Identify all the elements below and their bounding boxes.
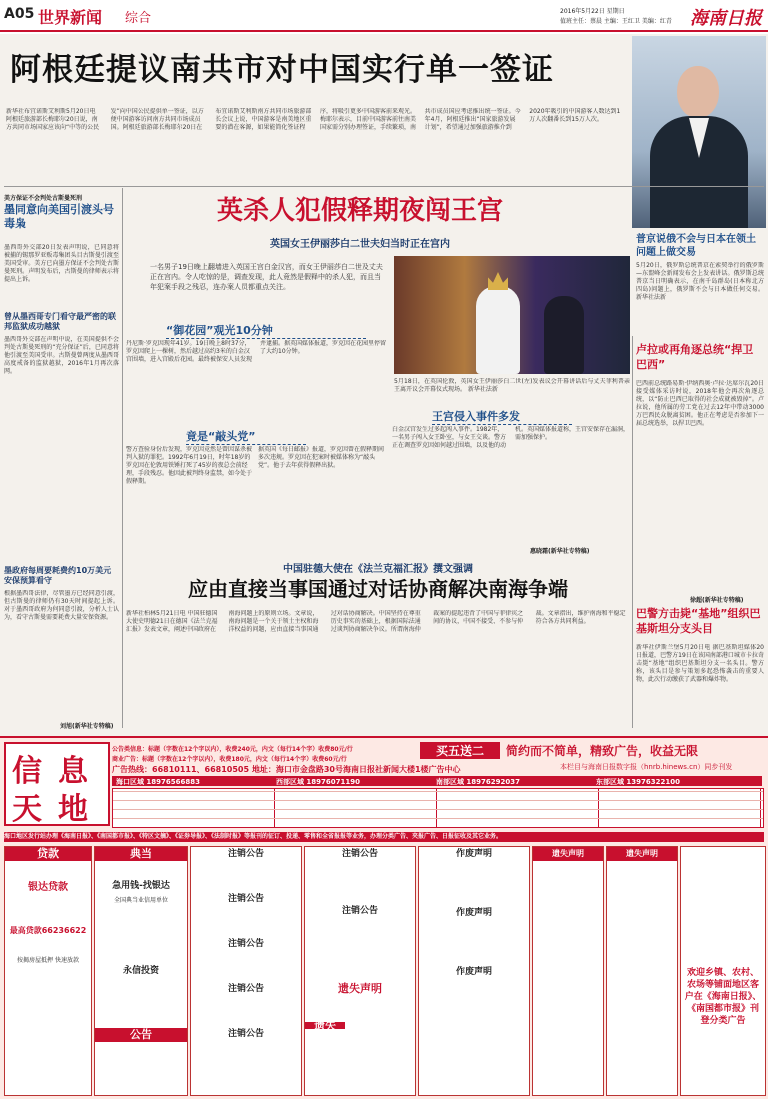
ad-item: 作废声明 bbox=[455, 967, 492, 977]
ad-column-title: 贷款 bbox=[5, 847, 91, 861]
lower-kicker: 中国驻德大使在《法兰克福汇报》撰文强调 bbox=[283, 564, 473, 575]
left-kicker: 美方保证不会判处古斯曼死刑 bbox=[4, 195, 83, 202]
subsection-title: 综合 bbox=[125, 11, 152, 26]
ads-hotline: 广告热线：66810111、66810505 地址：海口市金盘路30号海南日报社新闻大楼1楼广告中心 bbox=[112, 765, 461, 774]
right-headline-1: 卢拉或再角逐总统“捍卫巴西” bbox=[636, 343, 754, 371]
page-number: A05 bbox=[4, 6, 35, 22]
left-subhead-2: 曾从墨西哥专门看守最严密的联邦监狱成功越狱 bbox=[4, 312, 116, 331]
col-divider bbox=[632, 336, 633, 728]
left-body-2: 墨西哥外交部在声明中说，在美国提供不会判处古斯曼死刑的“充分保证”后，已同意将他引渡至美国受审。古斯曼曾两度从墨西哥高度戒备的监狱越狱，2016年1月再次落网。 bbox=[4, 336, 119, 375]
district-bar bbox=[112, 776, 762, 786]
ad-item: 作废声明 bbox=[455, 908, 492, 918]
ad-column-lost-1 bbox=[532, 846, 604, 1096]
left-body: 墨西哥外交部20日发表声明说，已同意将被捕的锡那罗亚贩毒集团头目古斯曼引渡至美国受审。美方已向墨方保证不会判处古斯曼死刑。声明发布后，古斯曼的律师表示将提出上诉。 bbox=[4, 244, 119, 283]
right-body-2: 新华社伊斯兰堡5月20日电 据巴基斯坦媒体20日报道，巴警方19日在该国南部港口城市卡拉奇击毙“基地”组织巴基斯坦分支一名头目。警方称，该头目是参与策划多起恐怖袭击的重要人物，此次行动缴获了武器和爆炸物。 bbox=[636, 644, 764, 683]
ad-item: 永信投资 bbox=[122, 966, 159, 976]
queen-photo bbox=[394, 256, 630, 374]
left-subhead-3: 墨政府每周要耗费约10万美元安保预算看守 bbox=[4, 566, 112, 585]
putin-caption-title: 普京说俄不会与日本在领土问题上做交易 bbox=[636, 234, 756, 258]
ad-item: 作废声明 bbox=[455, 849, 492, 859]
district-header: 东部区域 13976322100 bbox=[596, 778, 681, 786]
feature-section-b: 竟是“敲头党” bbox=[186, 428, 306, 445]
feature-body-b2: 据英国《每日邮报》报道，罗克因曾在假释期间多次违规。罗克因在犯案时被媒体称为“敲头党”。他于去年获得假释出狱。 bbox=[258, 446, 385, 469]
left-headline: 墨同意向美国引渡头号毒枭 bbox=[4, 203, 114, 230]
district-header: 西部区域 18976071190 bbox=[276, 778, 361, 786]
feature-body-a: 丹尼斯·罗克因现年41岁。19日晚上8时37分，罗克因爬上一棵树，然后越过高约3米的白金汉宫围墙，进入宫殿后花园。最终被保安人员发现并逮捕。据英国媒体报道，罗克因在花园里停留了大约10分钟。 bbox=[126, 340, 386, 363]
feature-credit: 惠晓霜(新华社专特稿) bbox=[530, 548, 590, 555]
putin-photo bbox=[632, 36, 766, 228]
ad-item: 全国典当业信用单位 bbox=[113, 897, 168, 904]
crown-icon bbox=[488, 272, 508, 290]
ads-strip: 海口地区发行站办理《海南日报》、《南国都市报》、《特区文摘》、《证券导报》、《法制时报》等报刊的征订、投递、零售和全省报报等业务，办理分类广告、夹报广告、日报征收及其它业务。 bbox=[4, 832, 764, 842]
logo-char: 息 bbox=[58, 754, 88, 789]
section-title: 世界新闻 bbox=[38, 8, 103, 27]
ad-item: 注销公告 bbox=[341, 906, 378, 916]
lead-headline: 阿根廷提议南共市对中国实行单一签证 bbox=[10, 52, 554, 88]
queen-photo-caption: 5月18日，在英国伦敦，英国女王伊丽莎白二世(左)发表议会开幕讲话后与丈夫菲利普亲王离开议会开幕仪式现场。 新华社法新 bbox=[394, 378, 630, 393]
ad-item: 欢迎乡镇、农村、农场等铺面地区客户在《海南日报》、《南国都市报》刊登分类广告 bbox=[684, 968, 762, 1026]
prince-figure bbox=[544, 296, 584, 374]
divider bbox=[4, 186, 764, 187]
feature-headline: 英杀人犯假释期夜闯王宫 bbox=[216, 196, 503, 226]
right-body-1: 巴西前总统路易斯·伊纳西奥·卢拉·达席尔瓦20日接受媒体采访时说，2018年他会再次角逐总统，以“防止巴西已取得的社会成就被毁掉”。卢拉说，他所属的劳工党在过去12年中带动3000万巴西民众脱离贫困。他正在考虑是否参加下一届总统选举，以捍卫巴西。 bbox=[636, 380, 764, 427]
lower-body: 新华社柏林5月21日电 中国驻德国大使史明德21日在德国《法兰克福汇报》发表文章，阐述中国政府在南海问题上的原则立场。文章说，南海问题是一个关于领土主权和海洋权益的问题，应由直接当事国通过对话协商解决。中国坚持在尊重历史事实的基础上，根据国际法通过谈判协商解决争议。所谓南海仲裁案的提起违背了中国与菲律宾之间的协议，中国不接受、不参与仲裁。文章指出，维护南海和平稳定符合各方共同利益。 bbox=[126, 610, 626, 633]
ad-column-title: 典当 bbox=[95, 847, 187, 861]
ad-column-lost-2 bbox=[606, 846, 678, 1096]
feature-body-b: 警方查验身份后发现，罗克因竟然是曾因谋杀被判入狱的罪犯。1992年6月19日，时年18岁的罗克因在伦敦用铁锤打死了45岁的夜总会前经理，手段残忍。他因此被判终身监禁，如今处于假释期。 bbox=[126, 446, 252, 485]
ad-item: 注销公告 bbox=[227, 849, 264, 859]
issue-date: 2016年5月22日 星期日 bbox=[560, 8, 625, 15]
putin-head bbox=[677, 66, 719, 118]
lower-headline: 应由直接当事国通过对话协商解决南海争端 bbox=[188, 577, 568, 601]
right-headline-2: 巴警方击毙“基地”组织巴基斯坦分支头目 bbox=[636, 607, 761, 635]
ad-item: 按揭房屋抵押 快速放款 bbox=[17, 957, 79, 964]
ad-column-cancel-1 bbox=[190, 846, 302, 1096]
ad-item: 公告 bbox=[95, 1028, 187, 1042]
logo-char: 地 bbox=[58, 792, 88, 827]
district-table bbox=[112, 788, 764, 828]
ad-item: 急用钱-找银达 bbox=[112, 881, 170, 891]
left-body-3: 根据墨西哥法律，尽管墨方已经同意引渡，但古斯曼的律师仍有30天时间提起上诉。对于墨西哥政府为何同意引渡，分析人士认为，看守古斯曼需要耗费大量安保资源。 bbox=[4, 590, 119, 621]
ad-column-loans bbox=[4, 846, 92, 1096]
logo-char: 天 bbox=[12, 792, 42, 827]
feature-subhead: 英国女王伊丽莎白二世夫妇当时正在宫内 bbox=[270, 239, 450, 250]
ad-item: 遗失声明 bbox=[338, 982, 382, 995]
editors: 值班主任：蔡晨 主编：王红卫 美编：红青 bbox=[560, 18, 672, 25]
ad-item: 注销公告 bbox=[227, 1029, 264, 1039]
putin-caption-body: 5月20日，俄罗斯总统普京在索契举行的俄罗斯—东盟峰会新闻发布会上发表讲话。俄罗斯总统普京当日明确表示，在南千岛群岛(日本称北方四岛)问题上，俄罗斯不会与日本做任何交易。 新华社法新 bbox=[636, 262, 764, 301]
feature-intro: 一名男子19日晚上翻墙进入英国王宫白金汉宫，而女王伊丽莎白二世及丈夫正在宫内。令人吃惊的是，调查发现，此人竟然是假释中的杀人犯，而且当年犯案手段之残忍，连办案人员都重点关注。 bbox=[150, 263, 383, 291]
feature-section-a: “御花园”观光10分钟 bbox=[166, 322, 366, 339]
masthead-rule bbox=[0, 30, 768, 32]
ad-column-title: 遗失声明 bbox=[533, 847, 603, 861]
ad-column-title: 遗失声明 bbox=[607, 847, 677, 861]
ads-rate-1: 公告类信息：标题（字数在12个字以内），收费240元，内文（每行14个字）收费80元/行 bbox=[112, 746, 353, 753]
col-divider bbox=[122, 188, 123, 728]
ad-item: 注销公告 bbox=[227, 894, 264, 904]
right-credit-1: 徐超(新华社专特稿) bbox=[690, 597, 744, 604]
ads-section bbox=[0, 736, 768, 1099]
paper-logo: 海南日报 bbox=[690, 8, 762, 29]
lead-body: 新华社布宜诺斯艾利斯5月20日电 阿根廷旅游部长梅耶尔20日说，南方共同市场国家应该向“中等的公民发”向中国公民提供单一签证，以方便中国游客访问南方共同市场成员国。阿根廷旅游部长梅耶尔20日在布宜诺斯艾利斯南方共同市场旅游部长会议上说，中国游客是南美地区重要的潜在客源，如果能简化签证程序，将吸引更多中国游客前来观光。梅耶尔表示，目前中国游客前往南美国家需分别办理签证，手续繁琐，南共市成员国应考虑推出统一签证。今年4月，阿根廷推出“国家旅游发展计划”，希望通过加强旅游推介到2020年吸引的中国游客人数达到1万人次翻番长到15万人次。 bbox=[6, 108, 621, 131]
ad-item: 注销公告 bbox=[341, 849, 378, 859]
district-header: 南部区域 18976292037 bbox=[436, 778, 521, 786]
masthead bbox=[0, 0, 768, 34]
ads-slogan-sub: 本栏目与海南日报数字报（hnrb.hinews.cn）同步刊发 bbox=[560, 763, 733, 771]
ads-rate-2: 商业广告：标题（字数在12个字以内），收费180元，内文（每行14个字）收费60元/行 bbox=[112, 756, 347, 763]
ad-item: 银达贷款 bbox=[28, 882, 68, 893]
ad-column-void bbox=[418, 846, 530, 1096]
ad-column-cancel-2 bbox=[304, 846, 416, 1096]
ad-item: 注销公告 bbox=[227, 939, 264, 949]
ads-slogan: 简约而不简单，精致广告，收益无限 bbox=[506, 744, 699, 758]
district-header: 海口区域 18976566883 bbox=[116, 778, 201, 786]
logo-char: 信 bbox=[12, 754, 42, 789]
ad-item: 最高贷款66236622 bbox=[9, 926, 87, 935]
ads-logo bbox=[4, 742, 110, 826]
ad-item: 注销公告 bbox=[227, 984, 264, 994]
queen-figure bbox=[476, 286, 520, 374]
ad-item: 遗失 bbox=[305, 1022, 345, 1029]
ad-column-promo bbox=[680, 846, 766, 1096]
feature-body-c: 白金汉宫发生过多起闯入事件。1982年，一名男子闯入女王卧室，与女王交谈。警方正在调查罗克因如何越过围墙，以及他的动机。英国媒体报道称，王宫安保存在漏洞，需加强保护。 bbox=[392, 426, 630, 449]
feature-section-c: 王宫侵入事件多发 bbox=[432, 408, 572, 425]
ads-promo: 买五送二 bbox=[420, 742, 500, 759]
ad-column-pawn bbox=[94, 846, 188, 1096]
left-credit: 刘旭(新华社专特稿) bbox=[60, 723, 114, 730]
